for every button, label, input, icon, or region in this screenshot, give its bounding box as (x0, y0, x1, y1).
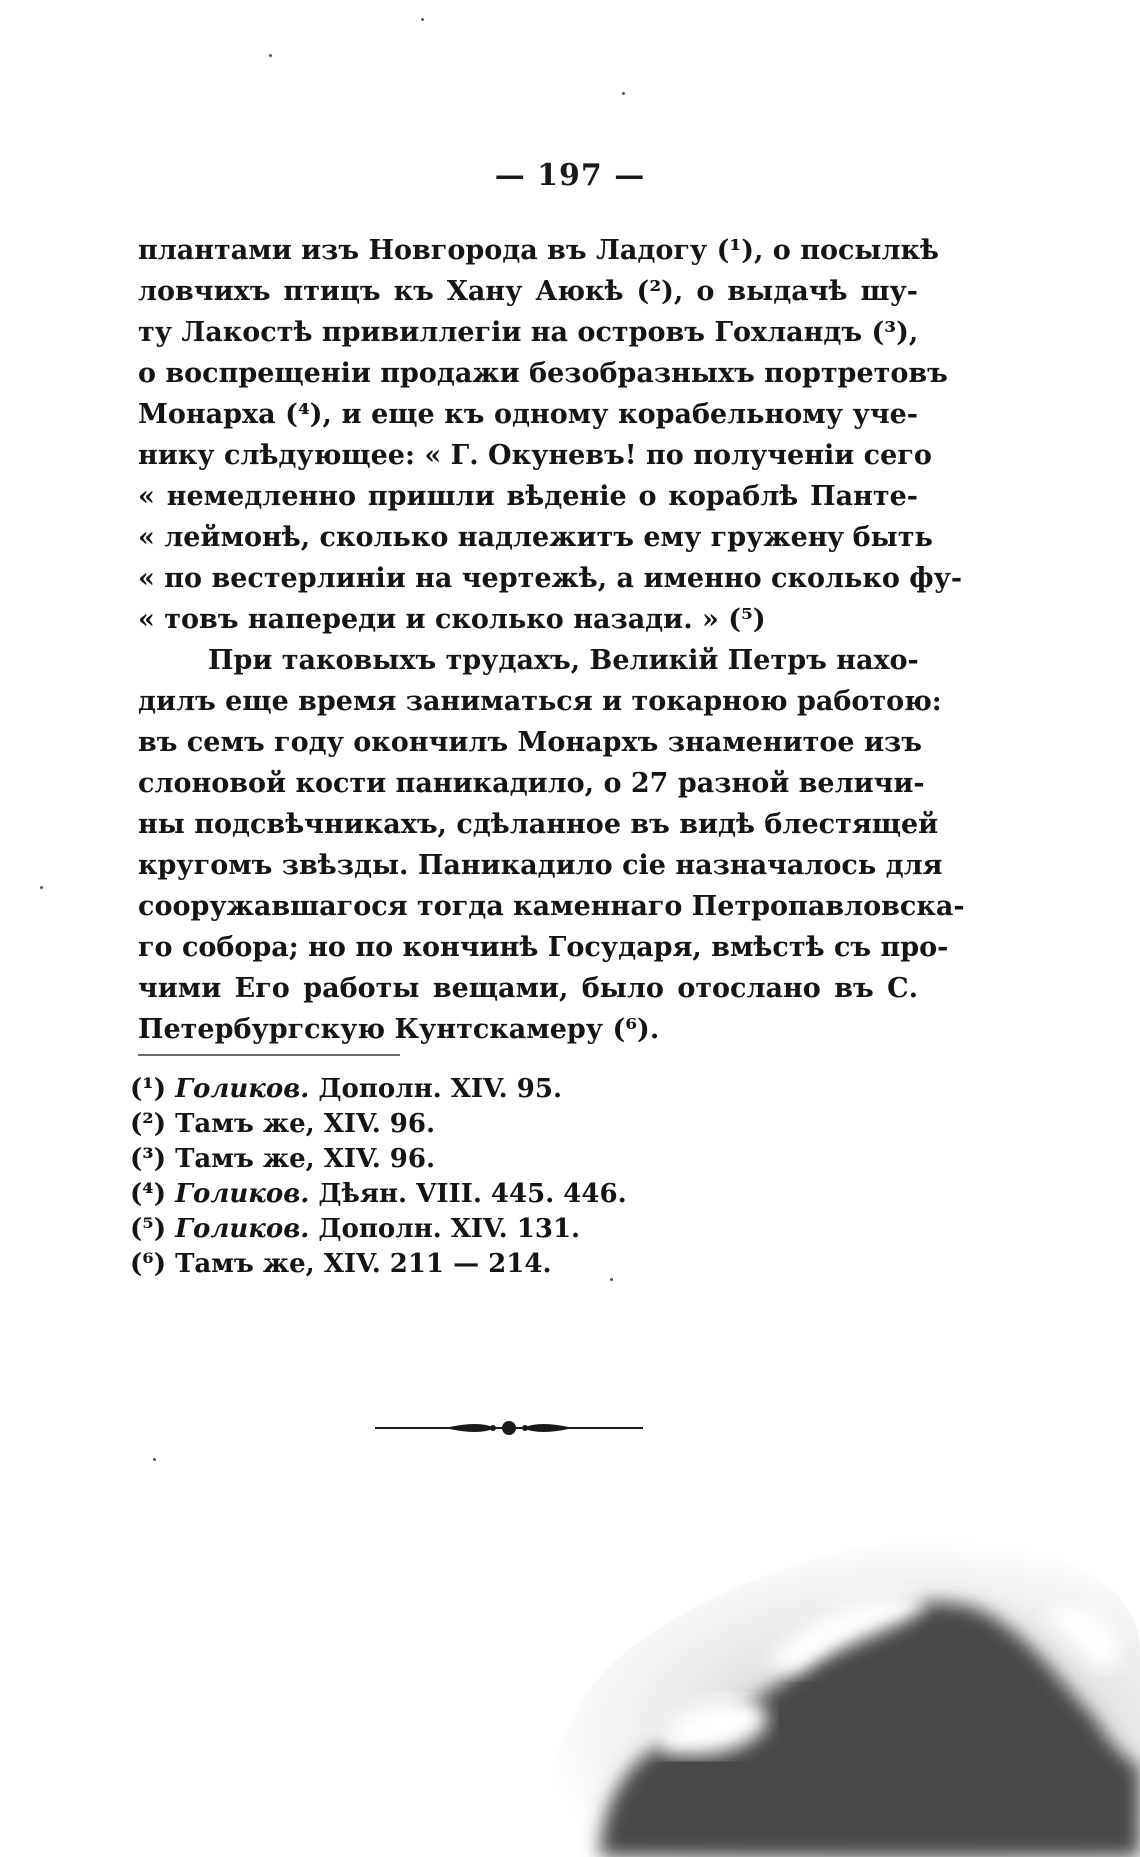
text-line: Монарха (⁴), и еще къ одному корабельному уче- (138, 399, 918, 430)
text-line: « леймонѣ, сколько надлежитъ ему груженy быть (138, 522, 933, 553)
footnote (130, 1107, 750, 1142)
footnote-author: Голиков. (175, 1179, 310, 1209)
footnotes (130, 1072, 750, 1282)
scan-speck (610, 1278, 613, 1281)
footnote (130, 1247, 750, 1282)
scan-speck (421, 18, 424, 21)
footnote-reference: Дополн. XIV. 131. (318, 1214, 581, 1244)
footnote-reference: Дѣян. VIII. 445. 446. (318, 1179, 627, 1209)
footnote-author: Голиков. (175, 1074, 310, 1104)
body-text (138, 230, 965, 1050)
footnote-reference: Дополн. XIV. 95. (318, 1074, 563, 1104)
text-line: слоновой кости паникадило, о 27 разной величи- (138, 768, 925, 799)
text-line: ловчихъ птицъ къ Хану Аюкѣ (²), о выдачѣ шу- (138, 276, 918, 307)
footnote-author: Голиков. (175, 1214, 310, 1244)
text-line: о воспрещеніи продажи безобразныхъ портретовъ (138, 358, 948, 389)
footnote (130, 1177, 750, 1212)
footnote (130, 1142, 750, 1177)
text-line: го собора; но по кончинѣ Государя, вмѣстѣ съ про- (138, 932, 949, 963)
footnote-mark: (⁴) (130, 1179, 166, 1209)
text-line: нику слѣдующее: « Г. Окуневъ! по полученіи сего (138, 440, 932, 471)
text-line: дилъ еще время заниматься и токарною работою: (138, 686, 942, 717)
text-line: « товъ напереди и сколько назади. » (⁵) (138, 604, 766, 635)
text-line: « по вестерлиніи на чертежѣ, а именно сколько фу- (138, 563, 963, 594)
text-line: плантами изъ Новгорода въ Ладогу (¹), о посылкѣ (138, 235, 939, 266)
footnote-mark: (⁵) (130, 1214, 166, 1244)
text-line: При таковыхъ трудахъ, Великій Петръ нахо- (208, 645, 919, 676)
text-line: Петербургскую Кунтскамеру (⁶). (138, 1014, 660, 1045)
scan-speck (40, 886, 43, 889)
footnote-reference: Тамъ же, XIV. 96. (175, 1109, 436, 1139)
footnote-mark: (⁶) (130, 1249, 166, 1279)
footnote (130, 1072, 750, 1107)
footnote-divider (138, 1054, 400, 1056)
scan-speck (269, 54, 272, 57)
text-line: кругомъ звѣзды. Паникадило сіе назначалось для (138, 850, 943, 881)
footnote (130, 1212, 750, 1247)
ornament-divider-icon (375, 1416, 643, 1440)
footnote-mark: (¹) (130, 1074, 166, 1104)
footnote-reference: Тамъ же, XIV. 96. (175, 1144, 436, 1174)
text-line: въ семъ году окончилъ Монархъ знаменитое изъ (138, 727, 922, 758)
text-line: чими Его работы вещами, было отослано въ С. (138, 973, 918, 1004)
text-line: « немедленно пришли вѣденіе о кораблѣ Панте- (138, 481, 918, 512)
scan-speck (622, 92, 625, 95)
footnote-mark: (²) (130, 1109, 166, 1139)
scan-speck (153, 1458, 156, 1461)
footnote-mark: (³) (130, 1144, 166, 1174)
footnote-reference: Тамъ же, XIV. 211 — 214. (175, 1249, 552, 1279)
scan-blot (505, 1488, 1140, 1857)
page-number: — 197 — (494, 158, 646, 193)
text-line: сооружавшагося тогда каменнаго Петропавловска- (138, 891, 965, 922)
text-line: ны подсвѣчникахъ, сдѣланное въ видѣ блестящей (138, 809, 939, 840)
text-line: ту Лакостѣ привиллегіи на островъ Гохландъ (³), (138, 317, 919, 348)
